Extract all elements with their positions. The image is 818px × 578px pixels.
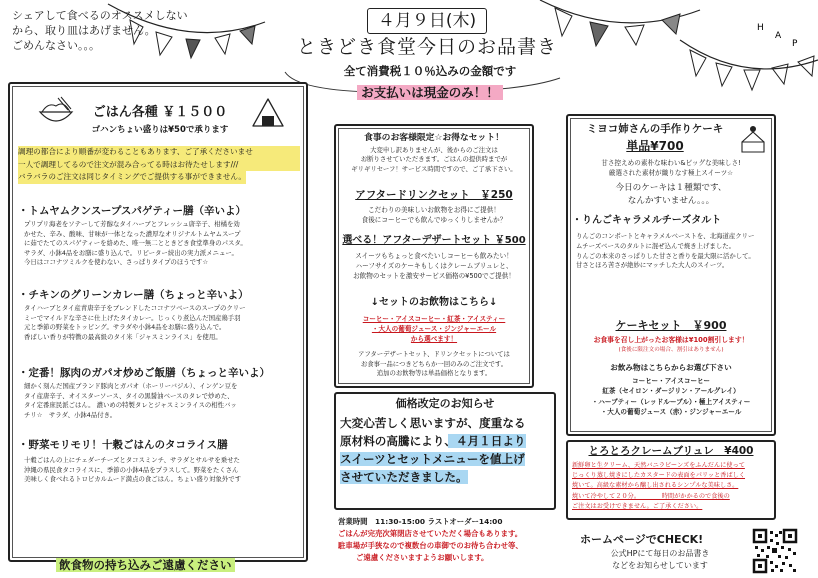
cake-note-line: 今日のケーキは１種類です、 [615, 183, 727, 193]
dessert-set-desc [340, 251, 528, 281]
menu-item-desc [24, 220, 302, 268]
cake-drinks-title: お飲み物はこちらからお選び下さい [610, 363, 732, 372]
price-notice-body [340, 414, 552, 486]
drink-option: から選べます！ [410, 335, 458, 344]
desc-line: 今日はココナツミルクを使わない、さっぱりタイプのほうです☆ [24, 258, 209, 267]
desc-line: タイハーブとタイ産青唐辛子をブレンドしたココナツベースのスープのクリー [24, 304, 246, 312]
desc-line: アフターデザートセット、ドリンクセットについては [358, 350, 510, 358]
desc-line: 新鮮卵と生クリーム、天然バニラビーンズをふんだんに使って [572, 462, 745, 469]
drink-option: ・大人の葡萄ジュース・ジンジャーエール [371, 325, 497, 334]
desc-line: ハーフサイズのケーキもしくはクレームブリュレと、 [355, 262, 513, 270]
brulee-title: とろとろクレームブリュレ ¥400 [588, 445, 754, 457]
desc-line: タイ産唐辛子、オイスターソース、タイの黒醤油ベースのタレで炒めた、 [24, 391, 234, 400]
desc-line: チリ☆ サラダ、小鉢4品付き。 [24, 410, 117, 419]
sellout-text: ごはんが完売次第閉店させていただく場合もあります。 [338, 529, 523, 538]
desc-line: ムチーズベースのタルトに混ぜ込んで焼き上げました。 [576, 241, 735, 250]
tax-note: 全て消費税１０％込みの金額です [343, 64, 517, 78]
page-title: ときどき食堂今日のお品書き [296, 36, 557, 58]
cake-desc [572, 158, 770, 178]
svg-text:H: H [757, 23, 764, 33]
drink-option: ・ハーブティー（レッドルーブル）・極上アイスティー [591, 397, 751, 406]
desc-line: ギリギリセーフ！サービス時間ですので、ご了承下さい。 [351, 164, 517, 173]
cake-title: ミヨコ姉さんの手作りケーキ [586, 123, 724, 135]
hours-text: 営業時間 11:30-15:00 ラストオーダー14:00 [338, 517, 503, 526]
drink-option: ・大人の葡萄ジュース（赤）・ジンジャーエール [600, 408, 742, 417]
drink-option: 紅茶（セイロン・ダージリン・アールグレイ） [602, 387, 740, 396]
desc-line: 焼いて。高級な素材から醸し出されるシンプルな美味しさ。 [572, 482, 739, 490]
drink-set-desc [340, 205, 528, 225]
menu-item-title: ・トムヤムクンスープスパゲティー膳（辛いよ） [18, 205, 247, 217]
menu-item-title: ・野菜モリモリ！十穀ごはんのタコライス膳 [18, 439, 228, 451]
cake-drinks-list [572, 376, 770, 418]
drinks-list [340, 314, 528, 345]
desc-line: 公式HPにて毎日のお品書き [610, 549, 710, 558]
cake-set-title: ケーキセット ￥900 [615, 319, 727, 332]
desc-line: ご注文はお受けできません。ご了承ください。 [572, 502, 703, 510]
cake-note [572, 182, 770, 208]
drink-set-title: アフタードリンクセット ￥250 [355, 189, 513, 201]
price-line: スイーツとセットメニューを値上げ [340, 452, 525, 466]
homepage-desc [580, 548, 740, 572]
top-note-line: シェアして食べるのオススメしない [12, 9, 188, 22]
cash-note: お支払いは現金のみ！！ [357, 85, 503, 100]
parking-text: ご遠慮くださいますようお願いします。 [356, 553, 489, 562]
desc-line: 大変申し訳ありませんが、後からのご注文は [370, 146, 498, 154]
notice-block [18, 146, 300, 184]
set-desc [340, 146, 528, 174]
desc-line: プリプリ海老をソテーして芳醇なタイハーブとフレッシュ唐辛子、柑橘を効 [24, 220, 240, 228]
shop-info [338, 516, 570, 564]
top-note-line: から、取り皿はあげません。 [12, 24, 156, 37]
menu-item-title: ・定番！豚肉のガパオ炒めご飯膳（ちょっと辛いよ） [18, 367, 270, 379]
footer-note-wrap [56, 554, 235, 573]
cake-icon [738, 124, 768, 154]
desc-line: タイ定番庶民派ごはん。 濃いめの特製タレとジャスミンライスの相性バッ [24, 401, 237, 410]
notice-line: 調理の都合により順番が変わることもあります、ご了承くださいませ [18, 146, 300, 159]
menu-item-title: ・チキンのグリーンカレー膳（ちょっと辛いよ） [18, 289, 249, 301]
cake-note-line: なんかすいません。。。 [627, 196, 715, 206]
desc-line: 十穀ごはんの上にチェダーチーズとタコスミンチ、サラダとサルサを乗せた [24, 456, 240, 464]
menu-item-desc [24, 304, 302, 342]
price-notice-title: 価格改定のお知らせ [395, 397, 495, 410]
price-line-wrap [340, 450, 552, 468]
notice-line: バラバラのご注文は同じタイミングでご提供する事ができません。 [18, 171, 246, 184]
drink-option: コーヒー・アイスコーヒー [632, 377, 710, 385]
desc-line: お断りさせていただきます。ごはんの提供時までが [360, 155, 508, 164]
desc-line: 沖縄の県民食タコライスに、季節の小鉢4品をプラスして。野菜をたくさん [24, 465, 239, 474]
desc-line: 焼いて冷やして２０分。 時間がかかるので食後の [572, 492, 730, 500]
desc-line: ミーでマイルドな辛さに仕上げたタイカレー。じっくり煮込んだ国産鶏手羽 [24, 313, 241, 322]
top-note [12, 8, 262, 53]
desc-line: じっくり蒸し焼きにしたカスタードの表面をパリッと香ばしく [572, 472, 746, 480]
set-title: 食事のお客様限定☆お得なセット！ [364, 133, 504, 143]
rice-title: ごはん各種 ￥１５００ [92, 105, 228, 120]
price-line: 大変心苦しく思いますが、度重なる [340, 416, 526, 430]
cake-single-price: 単品¥700 [626, 139, 684, 153]
desc-line: お飲物のセットを激安サービス価格の¥500でご提供！ [353, 272, 515, 280]
header-date: ４月９日(木) [367, 8, 487, 34]
drinks-title: ↓セットのお飲物はこちら↓ [370, 297, 498, 308]
drinks-note [340, 350, 528, 379]
desc-line: スイーツもちょっと食べたいしコーヒーも飲みたい！ [355, 252, 513, 260]
desc-line: 元と季節の野菜をトッピング。サラダや小鉢4品をお膳に盛り込んで。 [24, 323, 226, 332]
desc-line: 細かく刻んだ国産ブランド豚肉とガパオ（ホーリーバジル）、インゲン豆を [24, 382, 238, 390]
cash-note-wrap [300, 82, 560, 101]
svg-text:A: A [775, 31, 782, 41]
desc-line: 食後にコーヒーでも飲んでゆっくりしませんか？ [361, 216, 507, 224]
desc-line: 甘さとほろ苦さが絶妙にマッチした大人のスイーツ。 [576, 261, 729, 270]
price-line-wrap [340, 432, 552, 450]
footer-note: 飲食物の持ち込みご遠慮ください [56, 558, 235, 572]
desc-line: に茹でたてのスパゲティーを絡めた、唯一無二とときどき食堂準身のパスタ。 [24, 239, 247, 248]
desc-line: りんごの本来のさっぱりした甘さと香りを最大限に活かして。 [576, 251, 755, 260]
menu-item-desc [24, 382, 302, 420]
cheese-tart-title: ・りんごキャラメルチーズタルト [572, 215, 722, 226]
notice-line: 一人で調理してるので注文が混み合ってる時はお待たせします/// [18, 159, 300, 172]
cake-set-discount: お食事を召し上がったお客様は¥100割引します！ [593, 336, 749, 344]
desc-line: サラダ、小鉢4品をお膳に盛り込んで。リピーター続出の実力派メニュー。 [24, 248, 238, 257]
desc-line: などをお知らせしています [612, 561, 708, 570]
parking-text: 駐車場が手狭なので複数台の車御でのお待ち合わせ等、 [338, 541, 523, 550]
desc-line: 香ばしい香りが特徴の最高級のタイ米「ジャスミンライス」を使用。 [24, 332, 222, 341]
desc-line: 厳選された素材が織りなす極上スイーツ☆ [608, 169, 734, 177]
rice-subtitle: ゴハンちょい盛りは¥50で承ります [91, 125, 229, 135]
price-line: 原材料の高騰により、４月１日より [340, 434, 526, 448]
svg-text:P: P [792, 39, 798, 49]
desc-line: こだわりの美味しいお飲物をお得にご提供！ [368, 206, 500, 214]
price-line: させていただきました。 [340, 470, 468, 484]
desc-line: りんごのコンポートとキャラメルベーストを、北海道産クリー [576, 232, 755, 240]
price-line-wrap [340, 468, 552, 486]
header [262, 8, 592, 60]
homepage-title: ホームページでCHECK! [580, 533, 704, 546]
cheese-tart-desc [576, 232, 772, 271]
brulee-desc [572, 461, 772, 512]
top-note-line: ごめんなさい。。。 [12, 39, 100, 52]
menu-item-desc [24, 456, 302, 485]
desc-line: 甘さ控えめの素朴な味わい&ビッグな美味しさ! [601, 159, 741, 167]
dessert-set-title: 選べる！アフターデザートセット ￥500 [342, 235, 526, 246]
qr-code-icon[interactable] [752, 528, 798, 574]
desc-line: かせた、辛み、酸味、甘味が一体となった濃厚なオリジナルトムヤムスープ [24, 229, 241, 238]
desc-line: 美味しく食べれるトロピカルムード満点の食ごはん。ちょい盛り対象外です [24, 475, 242, 484]
drink-option: コーヒー・アイスコーヒー・紅茶・アイスティー [362, 315, 506, 323]
desc-line: 追加のお飲物等は単品価格となります。 [376, 369, 492, 378]
cake-set-discount-note: (食後に限注文の場合、割引はありません) [618, 347, 724, 353]
desc-line: お食事一品につきどちらか一回のみのご注文です。 [360, 359, 508, 368]
